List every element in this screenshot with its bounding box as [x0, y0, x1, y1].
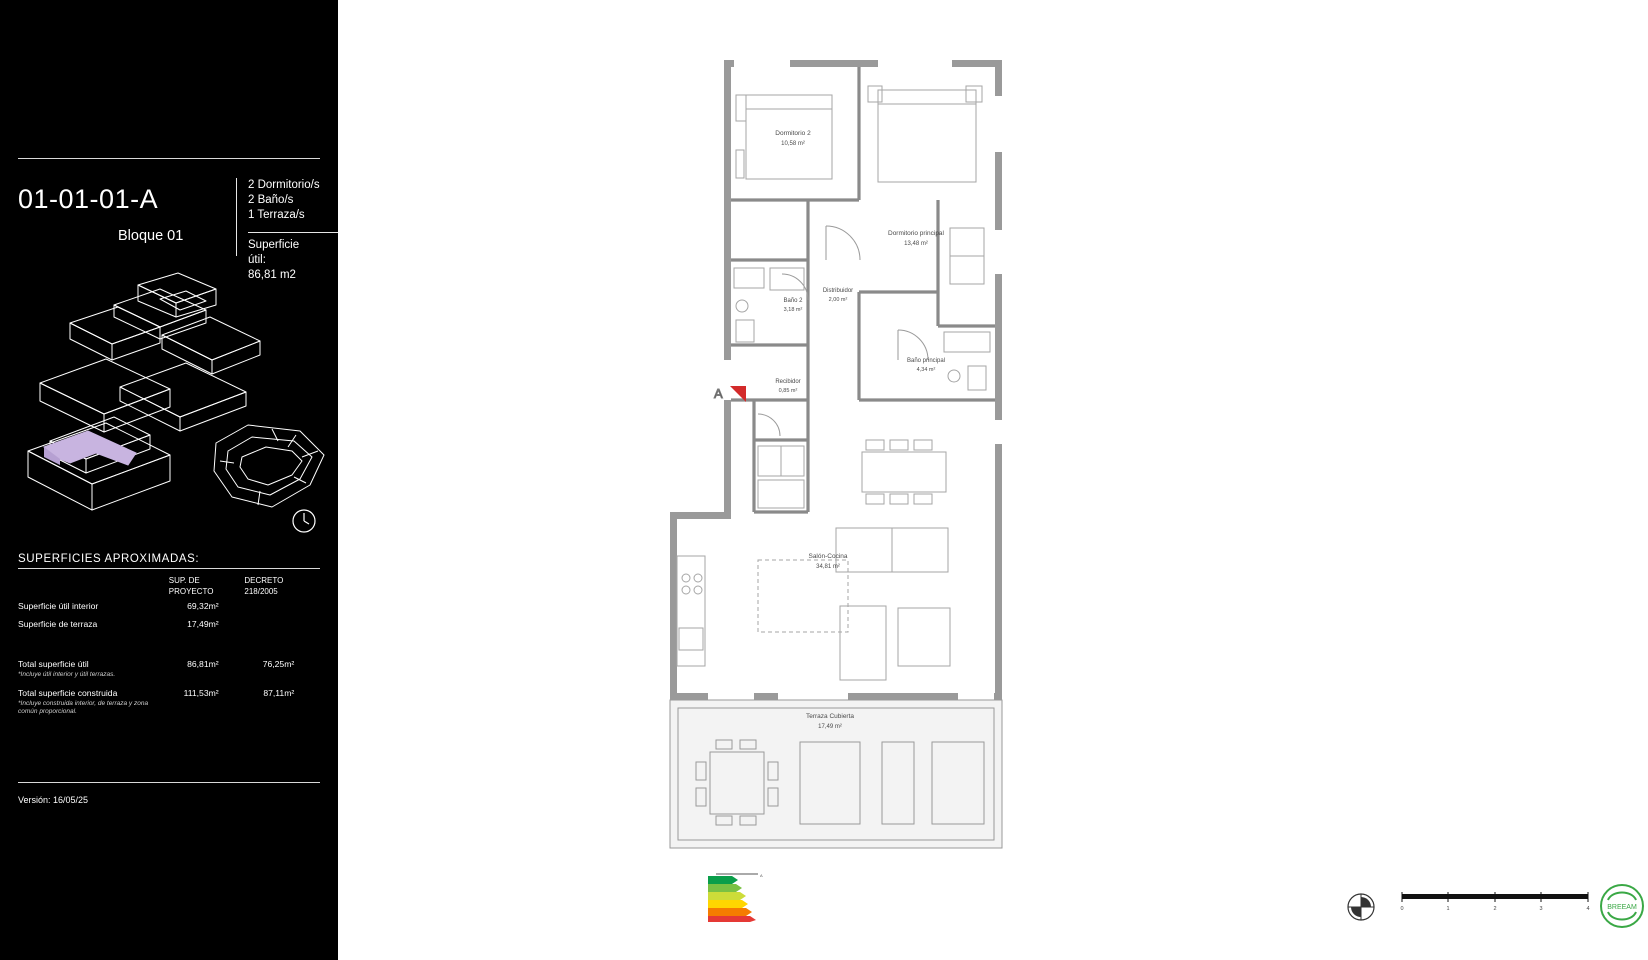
room-name: Distribuidor — [822, 288, 854, 294]
unit-code: 01-01-01-A — [18, 184, 159, 214]
row-note: *Incluye construida interior, de terraza y zona común proporcional. — [18, 699, 149, 715]
room-label-bano-principal — [907, 358, 945, 373]
room-area: 10,58 m² — [781, 141, 805, 147]
svg-text:BREEAM: BREEAM — [1607, 904, 1637, 911]
info-sidebar — [0, 0, 338, 960]
row-dec-unit — [284, 615, 320, 633]
row-label-text: Total superficie construida — [18, 687, 118, 698]
row-note: *Incluye útil interior y útil terrazas. — [18, 671, 116, 678]
room-name: Terraza Cubierta — [805, 713, 855, 720]
superficie-util-value: 86,81 m2 — [248, 269, 296, 281]
compass-icon — [1338, 884, 1384, 930]
room-area: 0,85 m² — [778, 388, 798, 394]
row-proj-value: 111,53 — [183, 687, 209, 698]
room-name: Dormitorio 2 — [775, 130, 811, 137]
row-proj-unit: m² — [208, 601, 219, 611]
vertical-divider — [236, 178, 237, 256]
room-name: Dormitorio principal — [888, 230, 944, 237]
room-area: 4,34 m² — [916, 367, 936, 373]
svg-text:A: A — [714, 386, 723, 401]
divider-surfaces-top — [18, 568, 320, 569]
row-dec-unit — [284, 597, 320, 615]
superficie-util-label: Superficie útil: — [248, 239, 300, 266]
unit-specs — [248, 178, 320, 223]
header-blank — [18, 575, 169, 597]
svg-text:2: 2 — [1493, 906, 1497, 912]
table-row — [18, 615, 320, 633]
svg-text:0: 0 — [1400, 906, 1404, 912]
version-label: Versión: 16/05/25 — [18, 795, 89, 805]
isometric-building-diagram — [10, 265, 330, 535]
header-proyecto-line1: SUP. DE — [168, 576, 200, 585]
room-area: 34,81 m² — [816, 564, 840, 570]
table-row — [18, 597, 320, 615]
room-area: 13,48 m² — [904, 241, 928, 247]
svg-text:1: 1 — [1446, 906, 1450, 912]
room-area: 17,49 m² — [818, 724, 842, 730]
spec-banos: 2 Baño/s — [248, 194, 294, 206]
room-label-distribuidor — [823, 288, 853, 303]
row-proj-value: 17,49 — [187, 619, 209, 629]
header-decreto-line2: 218/2005 — [244, 587, 278, 596]
row-dec-value: 87,11 — [263, 687, 285, 698]
header-decreto-line1: DECRETO — [244, 576, 284, 585]
room-name: Salón-Cocina — [808, 553, 848, 560]
row-dec-unit: m² — [284, 659, 295, 669]
row-label — [18, 684, 169, 721]
block-label: Bloque 01 — [118, 228, 184, 244]
surfaces-title: SUPERFICIES APROXIMADAS: — [18, 553, 200, 565]
header-proyecto-line2: PROYECTO — [168, 587, 214, 596]
row-proj-value: 86,81 — [187, 659, 209, 669]
row-proj-unit: m² — [208, 687, 219, 698]
row-label: Superficie de terraza — [18, 619, 98, 629]
row-label-text: Total superficie útil — [18, 659, 89, 669]
floor-plan-area — [338, 0, 1637, 960]
orientation-icon — [293, 510, 315, 532]
room-name: Recibidor — [775, 379, 801, 385]
row-label — [18, 655, 169, 684]
room-name: Baño principal — [906, 358, 946, 364]
room-name: Baño 2 — [783, 298, 803, 304]
divider-surfaces-bottom — [18, 782, 320, 783]
table-row — [18, 684, 320, 721]
breeam-logo — [1596, 880, 1648, 932]
table-header-row — [18, 575, 320, 597]
row-dec-value: 76,25 — [262, 659, 285, 669]
svg-text:4: 4 — [1586, 906, 1590, 912]
row-proj-value: 69,32 — [187, 601, 209, 611]
divider-top — [18, 158, 320, 159]
svg-text:3: 3 — [1539, 906, 1543, 912]
row-dec-unit: m² — [284, 687, 295, 698]
header-proyecto — [169, 575, 245, 597]
row-proj-unit: m² — [208, 659, 219, 669]
row-dec-value — [244, 615, 284, 633]
room-label-recibidor — [775, 379, 800, 394]
row-proj-unit: m² — [208, 619, 219, 629]
highlighted-unit-shape — [44, 431, 136, 465]
row-dec-value — [244, 597, 284, 615]
energy-rating-icon — [708, 872, 768, 922]
room-label-bano-2 — [783, 298, 803, 313]
room-label-salon-cocina — [808, 553, 847, 570]
row-label: Superficie útil interior — [18, 601, 99, 611]
scale-bar — [1398, 890, 1594, 916]
surfaces-table — [18, 575, 320, 721]
room-area: 3,18 m² — [783, 307, 803, 313]
room-label-dormitorio-2 — [775, 130, 811, 147]
room-area: 2,00 m² — [828, 297, 848, 303]
room-label-dormitorio-principal — [888, 230, 945, 247]
svg-text:A: A — [760, 873, 763, 878]
spec-dormitorios: 2 Dormitorio/s — [248, 179, 320, 191]
header-decreto — [244, 575, 320, 597]
spec-terrazas: 1 Terraza/s — [248, 209, 305, 221]
table-row — [18, 655, 320, 684]
spec-divider — [248, 232, 338, 233]
floor-plan-drawing — [338, 0, 1362, 960]
